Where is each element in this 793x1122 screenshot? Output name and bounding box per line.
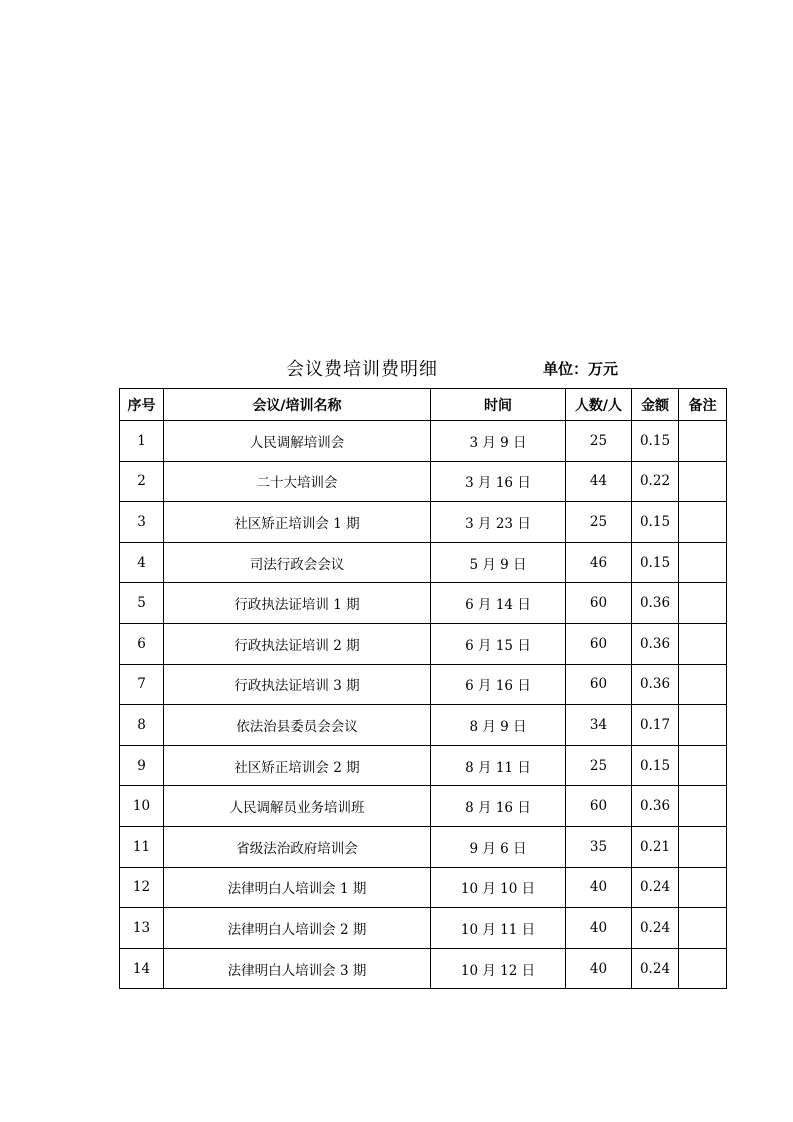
cell-date: 6 月 14 日 [431,583,566,624]
cell-people: 34 [566,705,632,746]
cell-name: 行政执法证培训 2 期 [164,623,431,664]
cell-no: 11 [120,826,164,867]
table-row [120,664,727,705]
cell-note [679,826,727,867]
cell-name: 法律明白人培训会 3 期 [164,948,431,989]
cell-amount: 0.15 [632,421,679,462]
cell-people: 60 [566,583,632,624]
cell-people: 60 [566,623,632,664]
table-row [120,583,727,624]
header-people: 人数/人 [566,389,632,421]
cell-people: 40 [566,908,632,949]
cell-date: 3 月 9 日 [431,421,566,462]
table-row [120,502,727,543]
table-row [120,867,727,908]
cell-no: 6 [120,623,164,664]
cell-no: 1 [120,421,164,462]
cell-people: 40 [566,948,632,989]
header-amount: 金额 [632,389,679,421]
table-row [120,705,727,746]
cell-no: 12 [120,867,164,908]
cell-name: 行政执法证培训 1 期 [164,583,431,624]
cell-people: 35 [566,826,632,867]
cell-no: 10 [120,786,164,827]
cell-note [679,705,727,746]
cell-note [679,867,727,908]
unit-label: 单位：万元 [543,360,619,378]
cell-no: 9 [120,745,164,786]
cell-name: 人民调解培训会 [164,421,431,462]
cell-date: 10 月 10 日 [431,867,566,908]
cell-date: 5 月 9 日 [431,542,566,583]
cell-name: 人民调解员业务培训班 [164,786,431,827]
cell-amount: 0.24 [632,948,679,989]
cell-name: 二十大培训会 [164,461,431,502]
cell-date: 10 月 11 日 [431,908,566,949]
cell-date: 6 月 15 日 [431,623,566,664]
cell-amount: 0.36 [632,583,679,624]
cell-amount: 0.24 [632,908,679,949]
cell-name: 法律明白人培训会 2 期 [164,908,431,949]
cell-date: 8 月 9 日 [431,705,566,746]
cell-amount: 0.36 [632,623,679,664]
cell-people: 25 [566,502,632,543]
cell-note [679,542,727,583]
cell-note [679,583,727,624]
cell-name: 社区矫正培训会 2 期 [164,745,431,786]
cell-name: 法律明白人培训会 1 期 [164,867,431,908]
cell-name: 省级法治政府培训会 [164,826,431,867]
cell-no: 3 [120,502,164,543]
cell-date: 3 月 23 日 [431,502,566,543]
cell-no: 7 [120,664,164,705]
table-row [120,542,727,583]
cell-date: 3 月 16 日 [431,461,566,502]
cell-note [679,786,727,827]
cell-date: 8 月 11 日 [431,745,566,786]
expense-table [119,388,727,989]
cell-no: 8 [120,705,164,746]
cell-amount: 0.24 [632,867,679,908]
cell-note [679,421,727,462]
cell-date: 6 月 16 日 [431,664,566,705]
table-row [120,461,727,502]
cell-people: 46 [566,542,632,583]
header-name: 会议/培训名称 [164,389,431,421]
table-row [120,623,727,664]
header-no: 序号 [120,389,164,421]
header-date: 时间 [431,389,566,421]
cell-no: 2 [120,461,164,502]
cell-name: 行政执法证培训 3 期 [164,664,431,705]
document-title: 会议费培训费明细 [286,359,438,380]
cell-note [679,664,727,705]
cell-amount: 0.15 [632,542,679,583]
cell-note [679,623,727,664]
cell-date: 10 月 12 日 [431,948,566,989]
cell-name: 社区矫正培训会 1 期 [164,502,431,543]
cell-people: 60 [566,664,632,705]
cell-amount: 0.21 [632,826,679,867]
cell-amount: 0.15 [632,502,679,543]
cell-note [679,461,727,502]
table-row [120,908,727,949]
cell-name: 依法治县委员会会议 [164,705,431,746]
cell-people: 44 [566,461,632,502]
cell-note [679,745,727,786]
table-row [120,826,727,867]
header-row [120,389,727,421]
cell-note [679,502,727,543]
table-row [120,786,727,827]
table-row [120,745,727,786]
cell-date: 8 月 16 日 [431,786,566,827]
header-note: 备注 [679,389,727,421]
cell-amount: 0.15 [632,745,679,786]
cell-amount: 0.17 [632,705,679,746]
cell-no: 14 [120,948,164,989]
cell-no: 13 [120,908,164,949]
cell-name: 司法行政会会议 [164,542,431,583]
table-row [120,421,727,462]
cell-amount: 0.36 [632,664,679,705]
cell-no: 4 [120,542,164,583]
cell-note [679,908,727,949]
cell-amount: 0.36 [632,786,679,827]
table-body [120,421,727,989]
table-row [120,948,727,989]
cell-no: 5 [120,583,164,624]
cell-note [679,948,727,989]
cell-people: 25 [566,745,632,786]
cell-people: 25 [566,421,632,462]
cell-people: 60 [566,786,632,827]
cell-date: 9 月 6 日 [431,826,566,867]
cell-amount: 0.22 [632,461,679,502]
cell-people: 40 [566,867,632,908]
